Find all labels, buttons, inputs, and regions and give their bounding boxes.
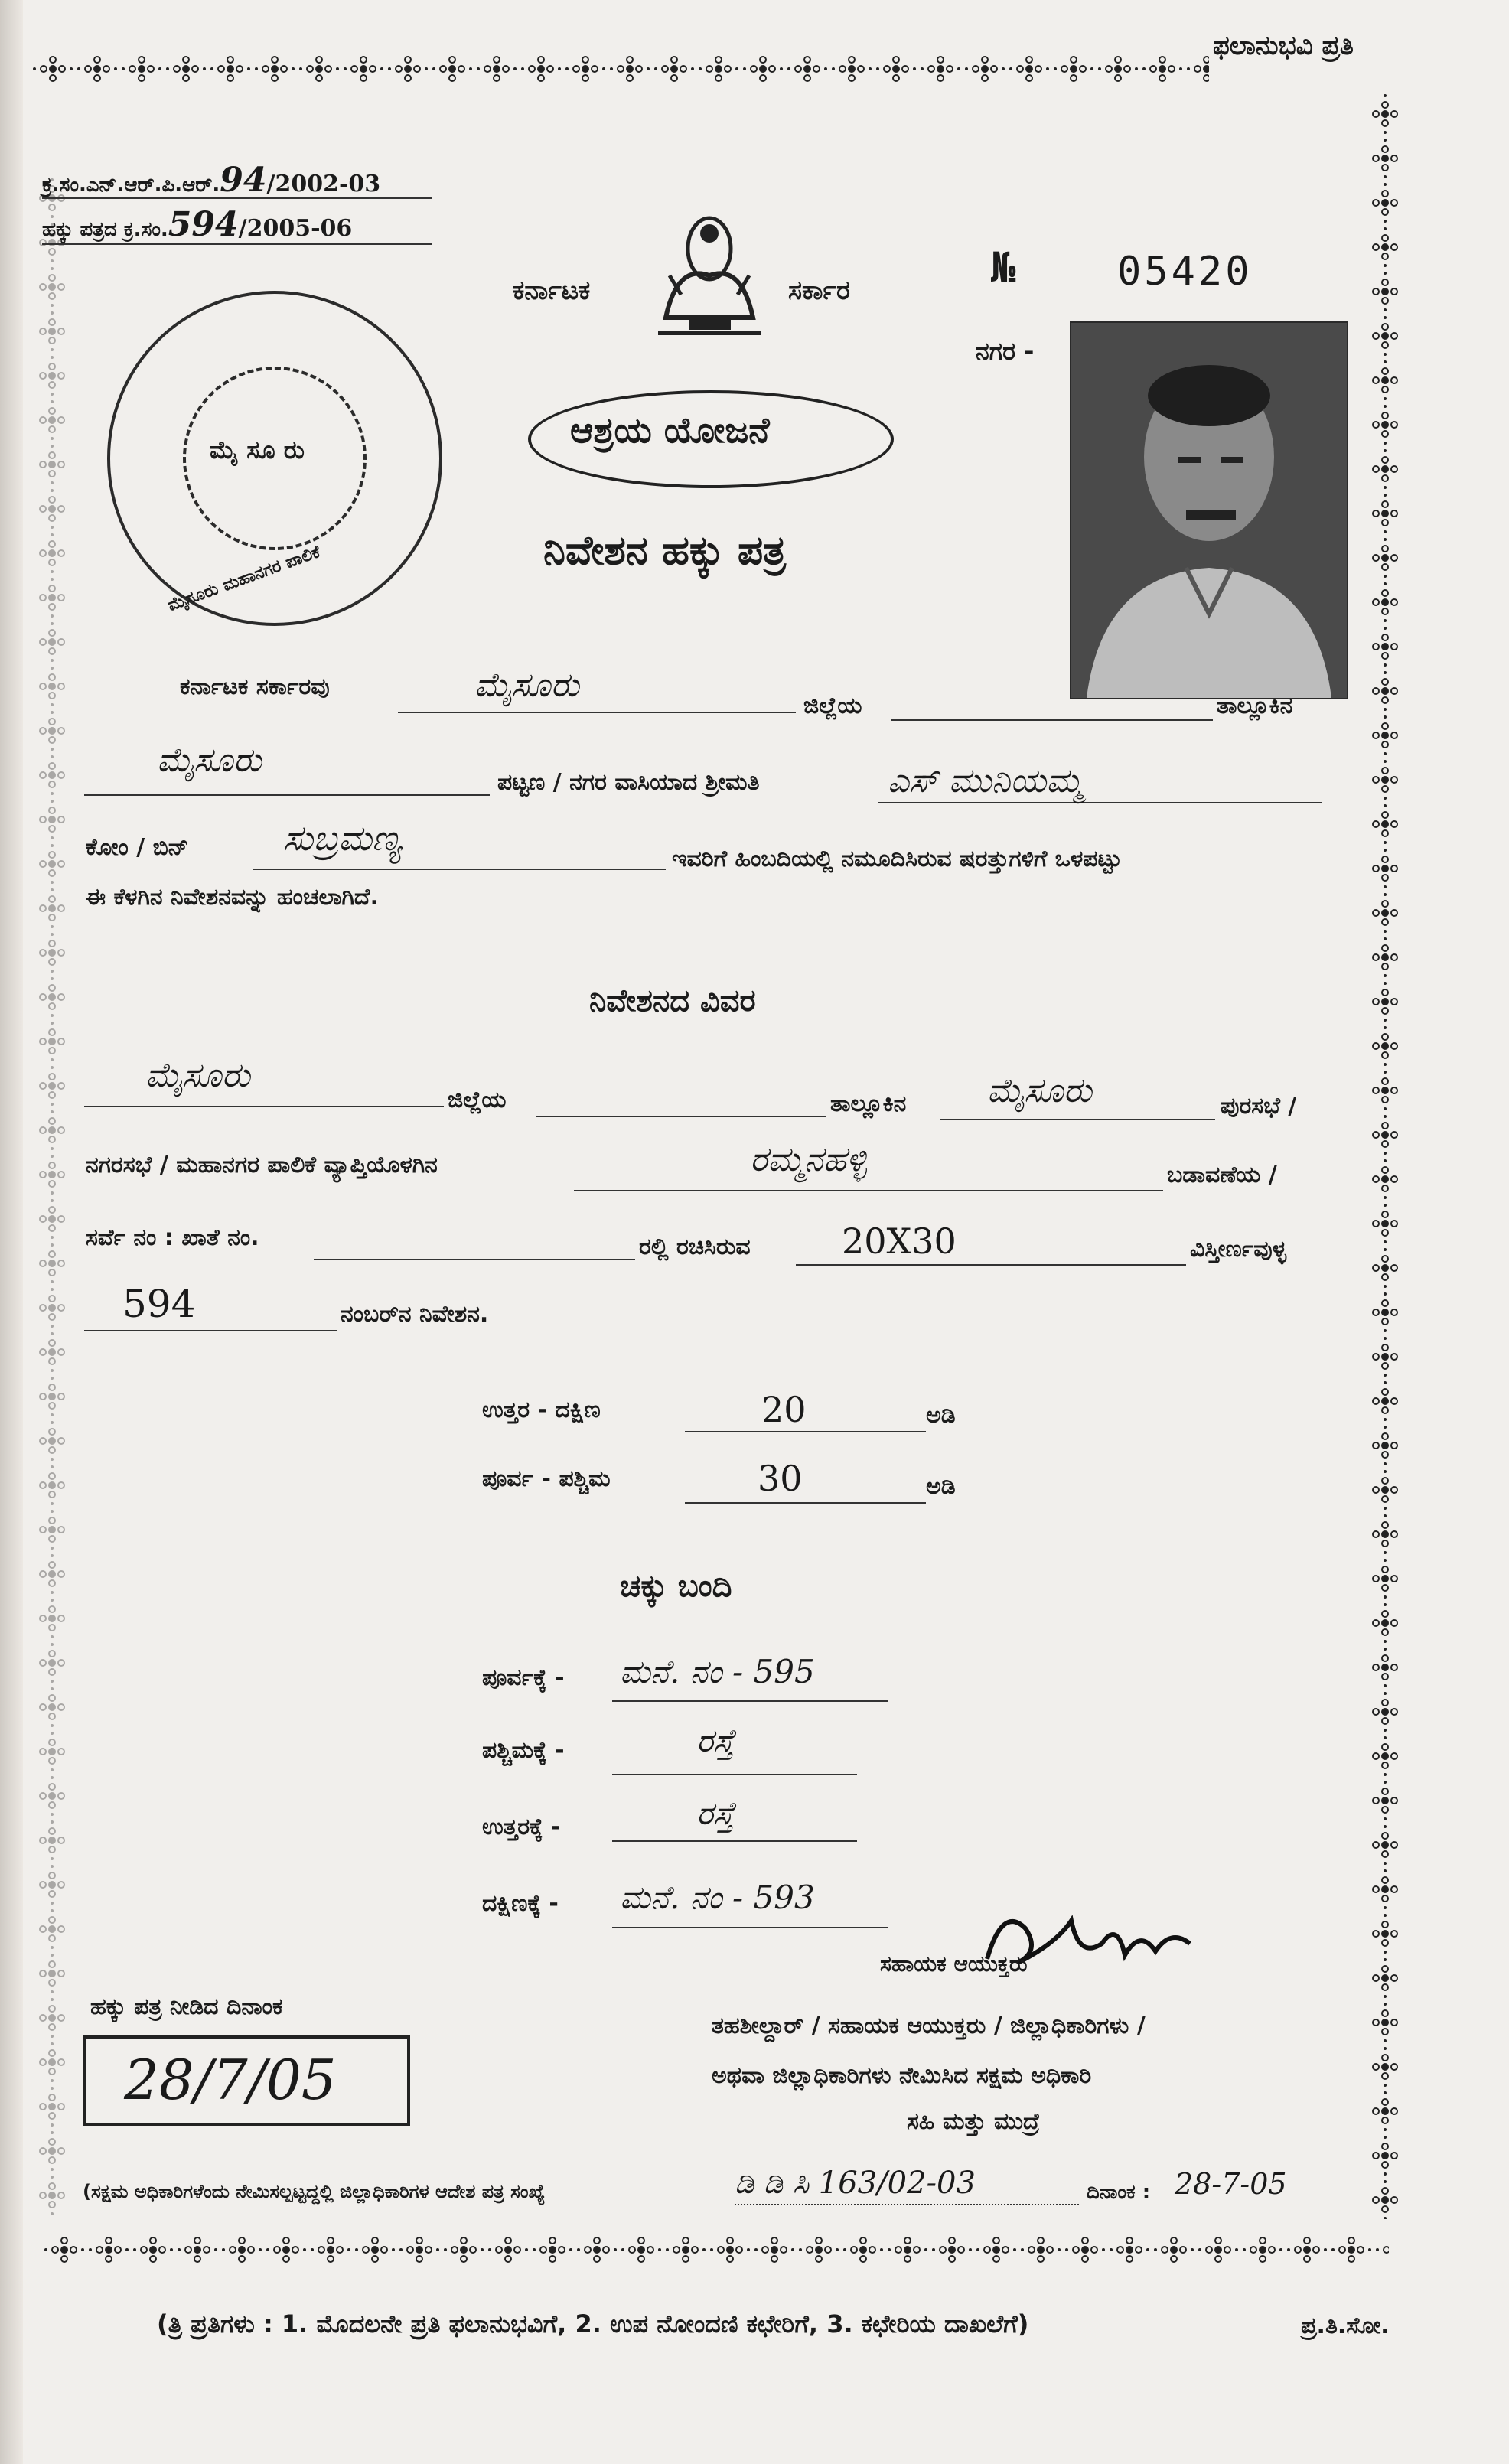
signatory-line-3: ಸಹಿ ಮತ್ತು ಮುದ್ರೆ <box>907 2108 1040 2135</box>
order-prefix: (ಸಕ್ಷಮ ಅಧಿಕಾರಿಗಳೆಂದು ನೇಮಿಸಲ್ಪಟ್ಟದ್ದಲ್ಲಿ ಜಿಲ್ಲಾಧಿಕಾರಿಗಳ ಆದೇಶ ಪತ್ರ ಸಂಖ್ಯೆ <box>83 2181 546 2202</box>
order-date: 28-7-05 <box>1175 2167 1287 2201</box>
boundary-west-value: ರಸ್ತೆ <box>696 1722 735 1759</box>
relation-underline <box>253 869 666 870</box>
boundary-east-label: ಪೂರ್ವಕ್ಕೆ - <box>482 1664 565 1691</box>
ref-line-1-suffix: /2002-03 <box>266 171 381 197</box>
ref-line-1-prefix: ಕ್ರ.ಸಂ.ಎನ್.ಆರ್.ಪಿ.ಆರ್. <box>42 174 220 197</box>
document-title: ನಿವೇಶನ ಹಕ್ಕು ಪತ್ರ <box>543 528 786 574</box>
ns-underline <box>685 1431 926 1432</box>
signatory-line-2: ಅಥವಾ ಜಿಲ್ಲಾಧಿಕಾರಿಗಳು ನೇಮಿಸಿದ ಸಕ್ಷಮ ಅಧಿಕಾರಿ <box>712 2062 1092 2089</box>
town-value: ಮೈಸೂರು <box>157 741 262 780</box>
taluk-underline <box>891 719 1213 721</box>
person-photo-icon <box>1071 323 1347 698</box>
p1-text-c: ತಾಲ್ಲೂಕಿನ <box>1217 693 1293 719</box>
ns-label: ಉತ್ತರ - ದಕ್ಷಿಣ <box>482 1397 601 1423</box>
seal-center-text: ಮೈ ಸೂ ರು <box>210 435 305 464</box>
boundary-west-label: ಪಶ್ಚಿಮಕ್ಕೆ - <box>482 1737 565 1764</box>
emblem-right-text: ಸರ್ಕಾರ <box>788 275 850 306</box>
boundaries-title: ಚಕ್ಕು ಬಂದಿ <box>620 1569 732 1604</box>
layout-underline <box>574 1190 1163 1191</box>
layout-value: ರಮ್ಮನಹಳ್ಳಿ <box>750 1140 867 1179</box>
p1-text-g: ಈ ಕೆಳಗಿನ ನಿವೇಶನವನ್ನು ಹಂಚಲಾಗಿದೆ. <box>86 884 379 911</box>
ref-line-2-prefix: ಹಕ್ಕು ಪತ್ರದ ಕ್ರ.ಸಂ. <box>42 218 168 241</box>
p2-text-b: ತಾಲ್ಲೂಕಿನ <box>830 1090 907 1117</box>
survey-underline <box>314 1259 635 1260</box>
order-date-label: ದಿನಾಂಕ : <box>1087 2181 1151 2204</box>
p1-text-f: ಇವರಿಗೆ ಹಿಂಬದಿಯಲ್ಲಿ ನಮೂದಿಸಿರುವ ಷರತ್ತುಗಳಿಗೆ ಒಳಪಟ್ಟು <box>672 846 1122 872</box>
seal-ring-text: ಮೈಸೂರು ಮಹಾನಗರ ಪಾಲಿಕೆ <box>165 542 324 616</box>
page-edge <box>0 0 23 2464</box>
ornamental-border-left <box>37 176 67 2219</box>
nagara-label: ನಗರ - <box>976 337 1035 366</box>
site-details-title: ನಿವೇಶನದ ವಿವರ <box>589 983 756 1019</box>
district-value: ಮೈಸೂರು <box>474 666 579 705</box>
ew-value: 30 <box>758 1458 803 1499</box>
ew-underline <box>685 1502 926 1504</box>
ref-underline-1 <box>42 197 432 199</box>
p2-text-f: ಸರ್ವೆ ನಂ : ಖಾತೆ ನಂ. <box>86 1224 259 1251</box>
dimension-underline <box>796 1264 1186 1266</box>
ornamental-border-bottom <box>42 2234 1389 2265</box>
form-code: ಪ್ರ.ತಿ.ಸೋ. <box>1301 2312 1390 2339</box>
p2-taluk-value: ಮೈಸೂರು <box>987 1071 1092 1110</box>
ns-unit: ಅಡಿ <box>926 1402 956 1429</box>
boundary-east-underline <box>612 1700 888 1702</box>
p2-blank-underline <box>536 1116 826 1117</box>
p1-text-b: ಜಿಲ್ಲೆಯ <box>803 693 862 719</box>
ew-unit: ಅಡಿ <box>926 1473 956 1500</box>
ns-value: 20 <box>761 1389 807 1430</box>
ref-line-2 <box>42 205 352 244</box>
boundary-north-label: ಉತ್ತರಕ್ಕೆ - <box>482 1814 561 1840</box>
ornamental-border-right <box>1370 92 1400 2219</box>
p2-text-a: ಜಿಲ್ಲೆಯ <box>448 1087 507 1113</box>
signatory-title: ಸಹಾಯಕ ಆಯುಕ್ತರು <box>880 1951 1028 1977</box>
boundary-west-underline <box>612 1774 857 1775</box>
ref-line-2-value: 594 <box>168 205 239 244</box>
ref-line-1 <box>42 161 380 200</box>
district-underline <box>398 712 796 713</box>
serial-prefix: № <box>991 243 1016 292</box>
p2-text-e: ಬಡಾವಣೆಯ / <box>1167 1162 1277 1188</box>
p1-text-d: ಪಟ್ಟಣ / ನಗರ ವಾಸಿಯಾದ ಶ್ರೀಮತಿ <box>497 769 760 796</box>
ref-line-1-value: 94 <box>220 161 267 200</box>
scheme-name: ಆಶ್ರಯ ಯೋಜನೆ <box>570 409 770 451</box>
issue-date-value: 28/7/05 <box>124 2048 337 2112</box>
boundary-north-value: ರಸ್ತೆ <box>696 1794 735 1832</box>
emblem-left-text: ಕರ್ನಾಟಕ <box>513 275 591 306</box>
boundary-south-underline <box>612 1927 888 1928</box>
copies-note: (ತ್ರಿ ಪ್ರತಿಗಳು : 1. ಮೊದಲನೇ ಪ್ರತಿ ಫಲಾನುಭವಿಗೆ, 2. ಉಪ ನೋಂದಣಿ ಕಛೇರಿಗೆ, 3. ಕಛೇರಿಯ ದಾಖಲೆಗೆ) <box>157 2309 1029 2339</box>
p2-text-g: ರಲ್ಲಿ ರಚಿಸಿರುವ <box>639 1234 751 1260</box>
boundary-south-label: ದಕ್ಷಿಣಕ್ಕೆ - <box>482 1890 559 1917</box>
ew-label: ಪೂರ್ವ - ಪಶ್ಚಿಮ <box>482 1465 611 1492</box>
p2-text-c: ಪುರಸಭೆ / <box>1221 1093 1297 1120</box>
boundary-north-underline <box>612 1840 857 1842</box>
copy-type-label: ಫಲಾನುಭವಿ ಪ್ರತಿ <box>1213 31 1354 61</box>
order-number: ಡಿ ಡಿ ಸಿ 163/02-03 <box>735 2166 976 2201</box>
issue-date-box <box>83 2035 410 2126</box>
site-number: 594 <box>122 1282 196 1326</box>
p2-taluk-underline <box>940 1119 1215 1120</box>
issue-date-label: ಹಕ್ಕು ಪತ್ರ ನೀಡಿದ ದಿನಾಂಕ <box>90 1993 283 2020</box>
p1-text-e: ಕೋಂ / ಬಿನ್ <box>86 834 189 861</box>
state-emblem-icon <box>643 203 777 348</box>
ref-line-2-suffix: /2005-06 <box>238 215 353 242</box>
beneficiary-photo <box>1070 321 1348 699</box>
p2-text-d: ನಗರಸಭೆ / ಮಹಾನಗರ ಪಾಲಿಕೆ ವ್ಯಾಪ್ತಿಯೊಳಗಿನ <box>86 1152 438 1178</box>
p2-district-value: ಮೈಸೂರು <box>145 1056 250 1095</box>
p2-district-underline <box>84 1106 444 1107</box>
dimension-value: 20X30 <box>842 1221 957 1262</box>
site-no-underline <box>84 1330 337 1331</box>
boundary-south-value: ಮನೆ. ನಂ - 593 <box>620 1879 815 1916</box>
signatory-line-1: ತಹಶೀಲ್ದಾರ್ / ಸಹಾಯಕ ಆಯುಕ್ತರು / ಜಿಲ್ಲಾಧಿಕಾರಿಗಳು / <box>712 2013 1146 2039</box>
town-underline <box>84 794 490 796</box>
serial-number: 05420 <box>1117 249 1253 295</box>
relation-name: ಸುಬ್ರಮಣ್ಯ <box>283 817 402 859</box>
beneficiary-name: ಎಸ್ ಮುನಿಯಮ್ಮ <box>888 761 1084 800</box>
p2-text-i: ನಂಬರ್‌ನ ನಿವೇಶನ. <box>341 1301 489 1328</box>
order-number-underline <box>735 2204 1079 2205</box>
p2-text-h: ವಿಸ್ತೀರ್ಣವುಳ್ಳ <box>1190 1236 1286 1263</box>
p1-text-a: ಕರ್ನಾಟಕ ಸರ್ಕಾರವು <box>180 673 330 700</box>
name-underline <box>878 802 1322 803</box>
ref-underline-2 <box>42 243 432 245</box>
boundary-east-value: ಮನೆ. ನಂ - 595 <box>620 1653 815 1690</box>
office-seal <box>107 291 442 626</box>
